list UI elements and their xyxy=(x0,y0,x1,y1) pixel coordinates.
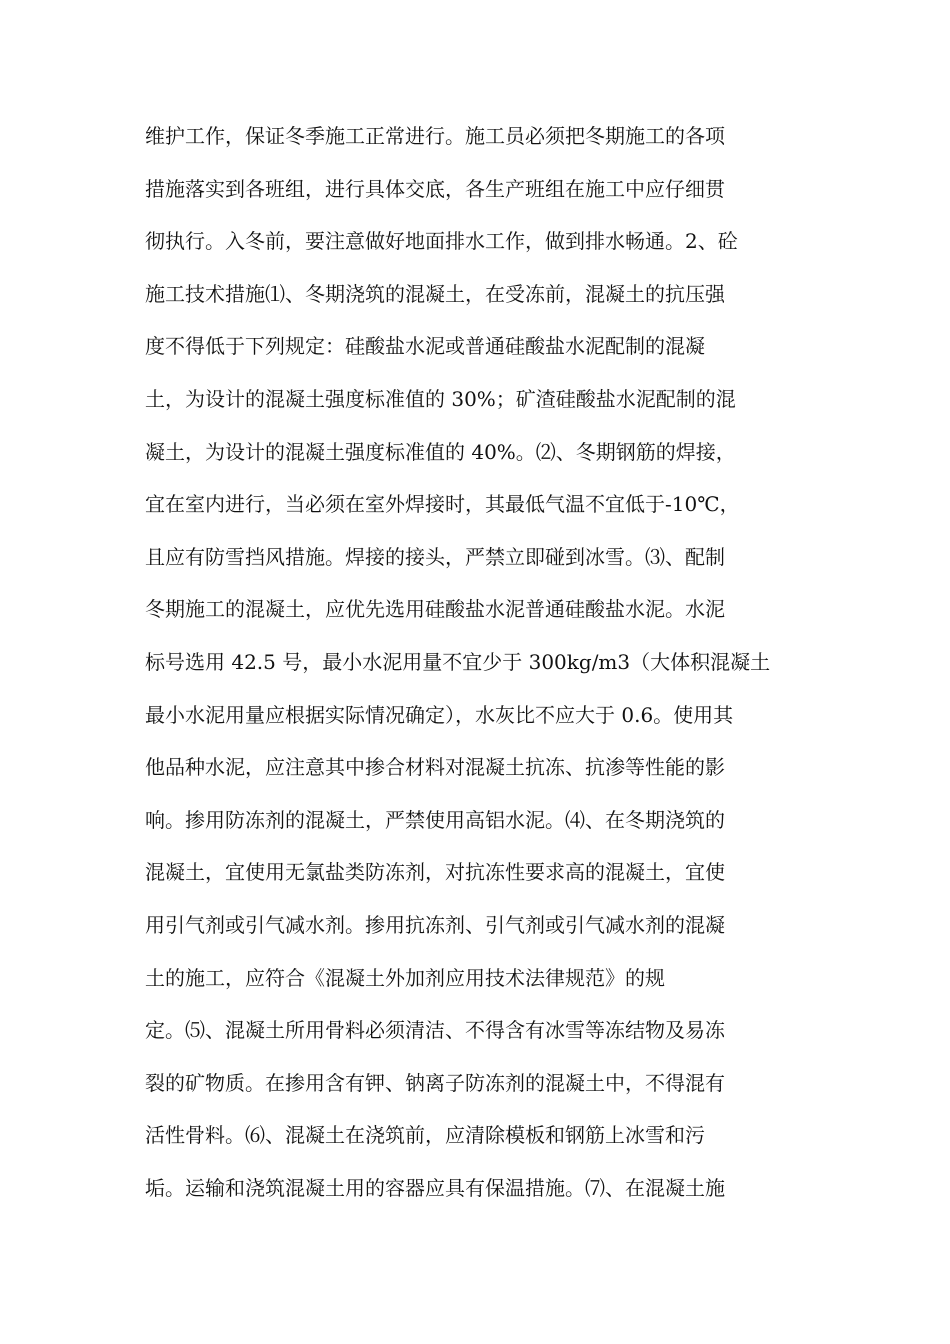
text-line: 土，为设计的混凝土强度标准值的 30%；矿渣硅酸盐水泥配制的混 xyxy=(145,386,736,411)
text-line: 最小水泥用量应根据实际情况确定），水灰比不应大于 0.6。使用其 xyxy=(145,702,734,727)
text-line: 用引气剂或引气减水剂。掺用抗冻剂、引气剂或引气减水剂的混凝 xyxy=(145,912,725,937)
text-line: 垢。运输和浇筑混凝土用的容器应具有保温措施。⑺、在混凝土施 xyxy=(145,1175,725,1200)
text-line: 施工技术措施⑴、冬期浇筑的混凝土，在受冻前，混凝土的抗压强 xyxy=(145,281,725,306)
text-line: 宜在室内进行，当必须在室外焊接时，其最低气温不宜低于-10℃， xyxy=(145,492,740,517)
text-line: 他品种水泥，应注意其中掺合材料对混凝土抗冻、抗渗等性能的影 xyxy=(145,755,725,780)
text-line: 混凝土，宜使用无氯盐类防冻剂，对抗冻性要求高的混凝土，宜使 xyxy=(145,860,725,885)
text-line: 土的施工，应符合《混凝土外加剂应用技术法律规范》的规 xyxy=(145,965,665,990)
text-line: 冬期施工的混凝土，应优先选用硅酸盐水泥普通硅酸盐水泥。水泥 xyxy=(145,597,725,622)
text-line: 彻执行。入冬前，要注意做好地面排水工作，做到排水畅通。2、砼 xyxy=(145,229,738,254)
body-text xyxy=(145,116,825,1220)
text-line: 且应有防雪挡风措施。焊接的接头，严禁立即碰到冰雪。⑶、配制 xyxy=(145,544,725,569)
text-line: 措施落实到各班组，进行具体交底，各生产班组在施工中应仔细贯 xyxy=(145,176,725,201)
text-line: 定。⑸、混凝土所用骨料必须清洁、不得含有冰雪等冻结物及易冻 xyxy=(145,1018,725,1043)
text-line: 活性骨料。⑹、混凝土在浇筑前，应清除模板和钢筋上冰雪和污 xyxy=(145,1123,705,1148)
text-line: 度不得低于下列规定：硅酸盐水泥或普通硅酸盐水泥配制的混凝 xyxy=(145,334,705,359)
text-line: 标号选用 42.5 号，最小水泥用量不宜少于 300kg/m3（大体积混凝土 xyxy=(145,649,771,674)
text-line: 维护工作，保证冬季施工正常进行。施工员必须把冬期施工的各项 xyxy=(145,124,725,148)
text-line: 裂的矿物质。在掺用含有钾、钠离子防冻剂的混凝土中，不得混有 xyxy=(145,1070,725,1095)
text-line: 凝土，为设计的混凝土强度标准值的 40%。⑵、冬期钢筋的焊接， xyxy=(145,439,736,464)
text-line: 响。掺用防冻剂的混凝土，严禁使用高铝水泥。⑷、在冬期浇筑的 xyxy=(145,807,725,832)
